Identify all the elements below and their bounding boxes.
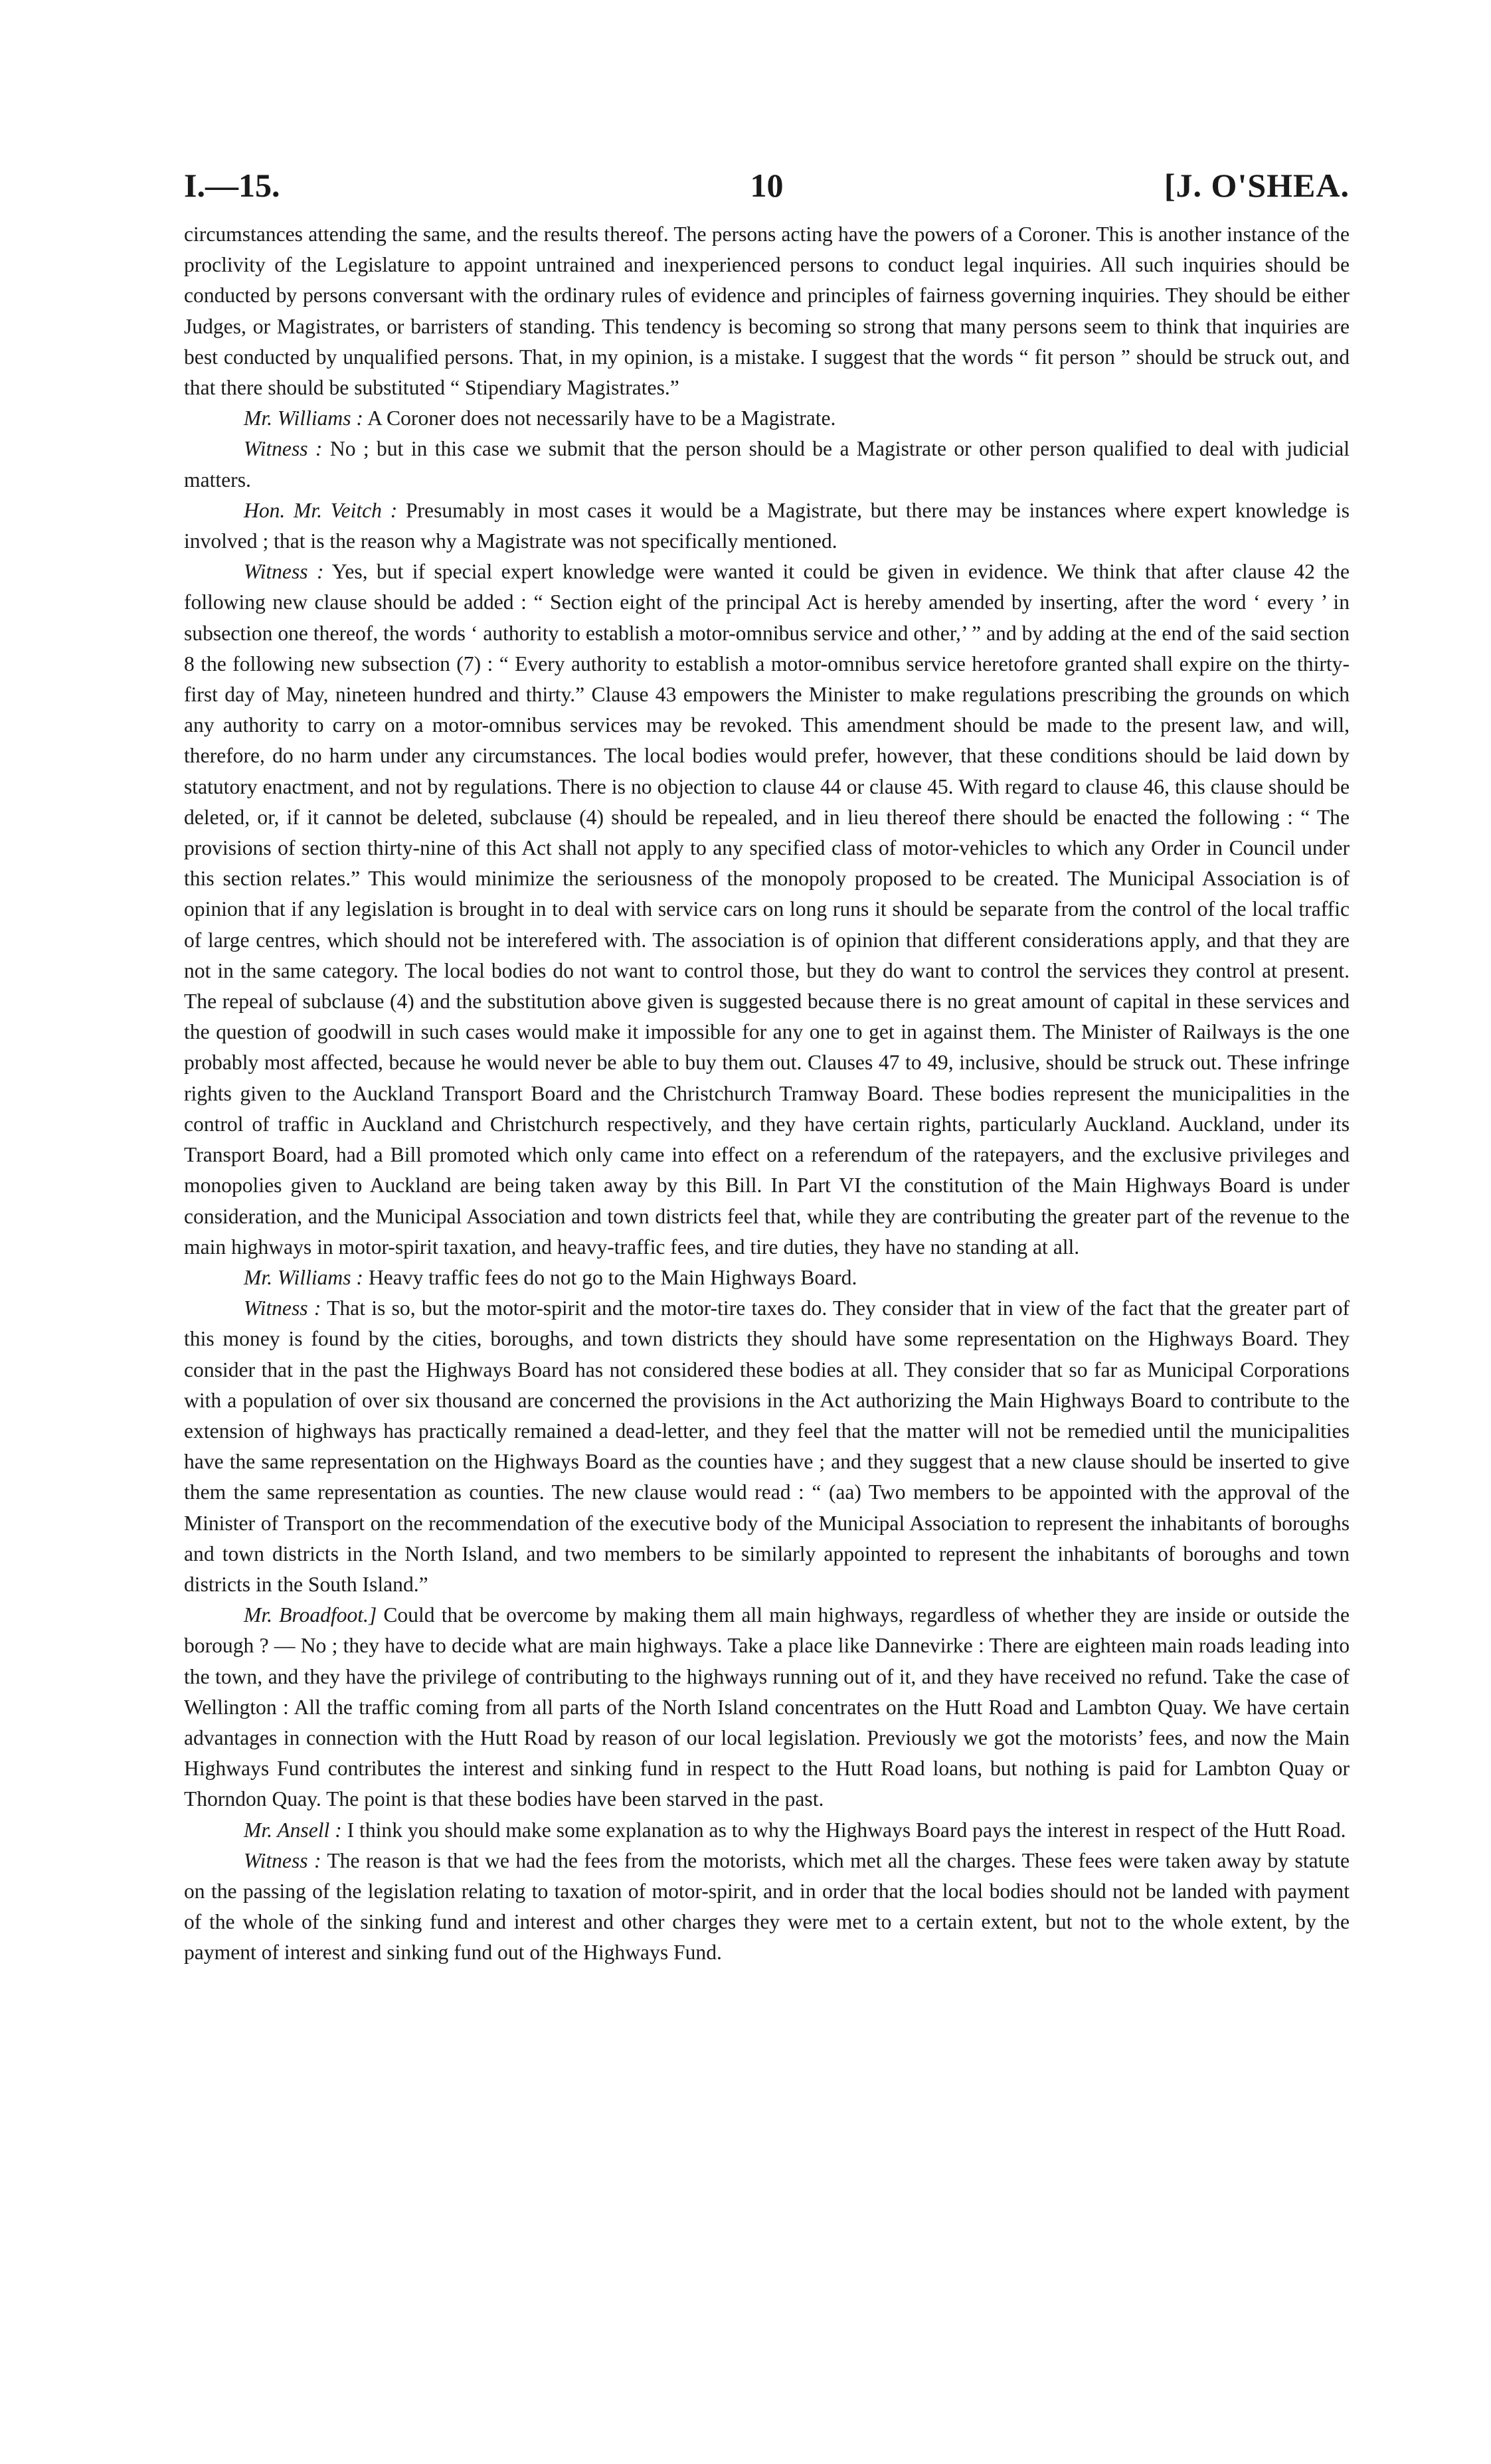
paper-reference: I.—15. xyxy=(184,167,280,204)
paragraph xyxy=(184,434,1350,495)
paragraph xyxy=(184,1815,1350,1846)
speaker: Witness : xyxy=(244,1848,321,1872)
paragraph xyxy=(184,1846,1350,1969)
paragraph-text: circumstances attending the same, and the results thereof. The persons acting have the powers of a Coroner. This is another instance of the proclivity of the Legislature to appoint untrained and inexperienced persons to conduct legal inquiries. All such inquiries should be conducted by persons conversant with the ordinary rules of evidence and principles of fairness governing inquiries. They should be either Judges, or Magistrates, or barristers of standing. This tendency is becoming so strong that many persons seem to think that inquiries are best conducted by unqualified persons. That, in my opinion, is a mistake. I suggest that the words “ fit person ” should be struck out, and that there should be substituted “ Stipendiary Magistrates.” xyxy=(184,222,1350,400)
paragraph-text: A Coroner does not necessarily have to be a Magistrate. xyxy=(367,406,836,430)
paragraph-text: Yes, but if special expert knowledge were wanted it could be given in evidence. We think that after clause 42 the following new clause should be added : “ Section eight of the principal Act is hereby amended by inserting, after the word ‘ every ’ in subsection one thereof, the words ‘ authority to establish a motor-omnibus service and other,’ ” and by adding at the end of the said section 8 the following new subsection (7) : “ Every authority to establish a motor-omnibus service heretofore granted shall expire on the thirty-first day of May, nineteen hundred and thirty.” Clause 43 empowers the Minister to make regulations prescribing the grounds on which any authority to carry on a motor-omnibus services may be revoked. This amendment should be made to the present law, and will, therefore, do no harm under any circumstances. The local bodies would prefer, however, that these conditions should be laid down by statutory enactment, and not by regulations. There is no objection to clause 44 or clause 45. With regard to clause 46, this clause should be deleted, or, if it cannot be deleted, subclause (4) should be repealed, and in lieu thereof there should be enacted the following : “ The provisions of section thirty-nine of this Act shall not apply to any specified class of motor-vehicles to which any Order in Council under this section relates.” This would minimize the seriousness of the monopoly proposed to be created. The Municipal Association is of opinion that if any legislation is brought in to deal with service cars on long runs it should be separate from the control of the local traffic of large centres, which should not be interefered with. The association is of opinion that different considerations apply, and that they are not in the same category. The local bodies do not want to control those, but they do want to control the services they control at present. The repeal of subclause (4) and the substitution above given is suggested because there is no great amount of capital in these services and the question of goodwill in such cases would make it impossible for any one to get in against them. The Minister of Railways is the one probably most affected, because he would never be able to buy them out. Clauses 47 to 49, inclusive, should be struck out. These infringe rights given to the Auckland Transport Board and the Christchurch Tramway Board. These bodies represent the municipalities in the control of traffic in Auckland and Christchurch respectively, and they have certain rights, particularly Auckland. Auckland, under its Transport Board, had a Bill promoted which only came into effect on a referendum of the ratepayers, and the exclusive privileges and monopolies given to Auckland are being taken away by this Bill. In Part VI the constitution of the Main Highways Board is under consideration, and the Municipal Association and town districts feel that, while they are contributing the greater part of the revenue to the main highways in motor-spirit taxation, and heavy-traffic fees, and tire duties, they have no standing at all. xyxy=(184,560,1350,1259)
speaker: Mr. Williams : xyxy=(244,1265,363,1289)
paragraph-text: Heavy traffic fees do not go to the Main Highways Board. xyxy=(368,1265,857,1289)
paragraph-text: I think you should make some explanation as to why the Highways Board pays the interest in respect of the Hutt Road. xyxy=(347,1818,1346,1842)
paragraph xyxy=(184,495,1350,557)
speaker: Hon. Mr. Veitch : xyxy=(244,498,398,522)
paragraph-text: Presumably in most cases it would be a Magistrate, but there may be instances where expert knowledge is involved ; that is the reason why a Magistrate was not specifically mentioned. xyxy=(184,498,1350,553)
evidence-text xyxy=(184,219,1350,1969)
speaker: Mr. Ansell : xyxy=(244,1818,342,1842)
paragraph xyxy=(184,1293,1350,1600)
paragraph-text: No ; but in this case we submit that the person should be a Magistrate or other person qualified to deal with judicial matters. xyxy=(184,437,1350,491)
speaker: Mr. Broadfoot.] xyxy=(244,1603,377,1627)
paragraph-text: Could that be overcome by making them all main highways, regardless of whether they are inside or outside the borough ? — No ; they have to decide what are main highways. Take a place like Dannevirke : There are eighteen main roads leading into the town, and they have the privilege of contributing to the highways running out of it, and they have received no refund. Take the case of Wellington : All the traffic coming from all parts of the North Island concentrates on the Hutt Road and Lambton Quay. We have certain advantages in connection with the Hutt Road by reason of our local legislation. Previously we got the motorists’ fees, and now the Main Highways Fund contributes the interest and sinking fund in respect to the Hutt Road loans, but nothing is paid for Lambton Quay or Thorndon Quay. The point is that these bodies have been starved in the past. xyxy=(184,1603,1350,1811)
paragraph-text: The reason is that we had the fees from the motorists, which met all the charges. These fees were taken away by statute on the passing of the legislation relating to taxation of motor-spirit, and in order that the local bodies should not be landed with payment of the whole of the sinking fund and interest and other charges they were met to a certain extent, but not to the whole extent, by the payment of interest and sinking fund out of the Highways Fund. xyxy=(184,1848,1350,1965)
speaker: Witness : xyxy=(244,437,323,461)
paragraph xyxy=(184,1263,1350,1293)
speaker: Mr. Williams : xyxy=(244,406,363,430)
paragraph-text: That is so, but the motor-spirit and the motor-tire taxes do. They consider that in view of the fact that the greater part of this money is found by the cities, boroughs, and town districts they should have some representation on the Highways Board. They consider that in the past the Highways Board has not considered these bodies at all. They consider that so far as Municipal Corporations with a population of over six thousand are concerned the provisions in the Act authorizing the Main Highways Board to contribute to the extension of highways has practically remained a dead-letter, and they feel that the matter will not be remedied until the municipalities have the same representation on the Highways Board as the counties have ; and they suggest that a new clause should be inserted to give them the same representation as counties. The new clause would read : “ (aa) Two members to be appointed with the approval of the Minister of Transport on the recommendation of the executive body of the Municipal Association to represent the inhabitants of boroughs and town districts in the North Island, and two members to be similarly appointed to represent the inhabitants of boroughs and town districts in the South Island.” xyxy=(184,1296,1350,1596)
paragraph xyxy=(184,1600,1350,1814)
witness-name: [J. O'SHEA. xyxy=(1164,167,1350,204)
paragraph xyxy=(184,403,1350,434)
paragraph xyxy=(184,557,1350,1263)
document-page xyxy=(184,166,1350,1969)
speaker: Witness : xyxy=(244,560,324,584)
page-number: 10 xyxy=(750,167,784,204)
speaker: Witness : xyxy=(244,1296,321,1320)
page-header xyxy=(184,166,1350,219)
paragraph xyxy=(184,219,1350,403)
